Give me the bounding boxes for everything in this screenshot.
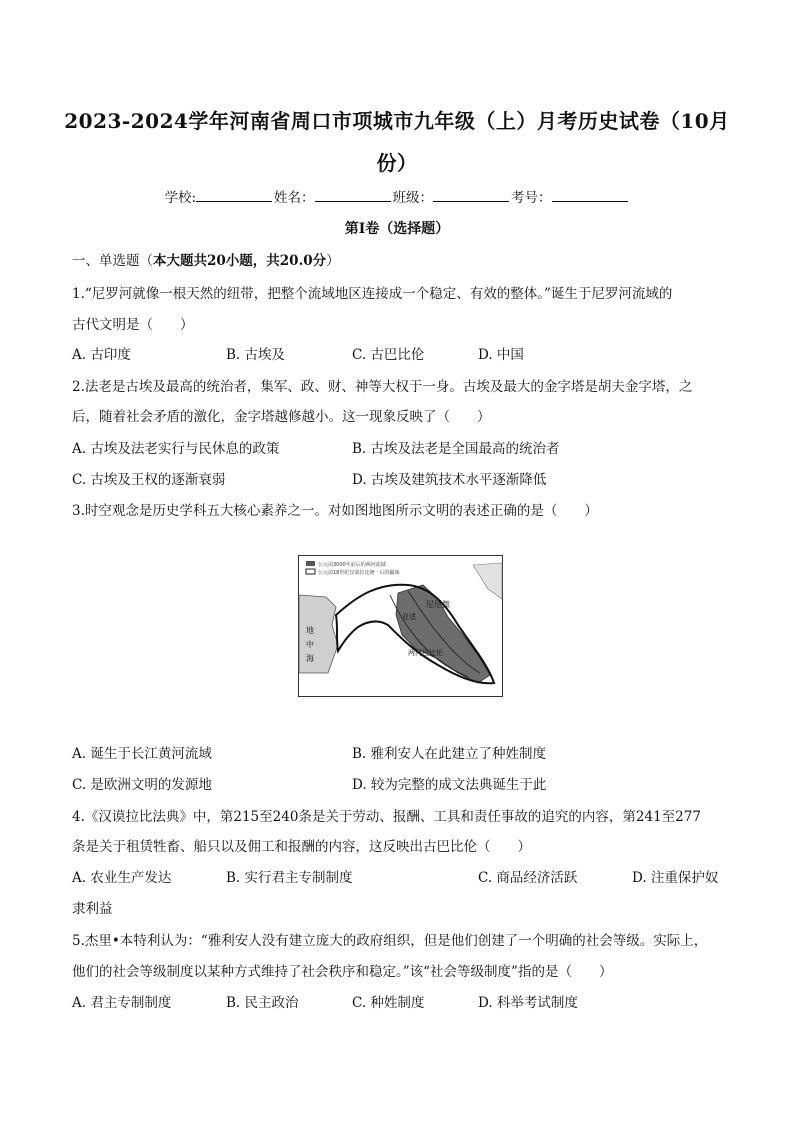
q2-option-c[interactable]: C. 古埃及王权的逐渐衰弱 xyxy=(72,472,226,488)
q4-option-b[interactable]: B. 实行君主专制制度 xyxy=(226,870,353,886)
q5-option-b[interactable]: B. 民主政治 xyxy=(226,995,299,1011)
q3-option-c[interactable]: C. 是欧洲文明的发源地 xyxy=(72,777,212,793)
question-4-line-1: 4.《汉谟拉比法典》中，第215至240条是关于劳动、报酬、工具和责任事故的追究的内容，第241至277 xyxy=(72,809,701,825)
student-info-row xyxy=(0,186,794,206)
mesopotamia-map xyxy=(298,555,503,697)
question-3-line-1: 3.时空观念是历史学科五大核心素养之一。对如图地图所示文明的表述正确的是（ ） xyxy=(72,503,598,519)
q5-option-a[interactable]: A. 君主专制制度 xyxy=(72,995,172,1011)
section-heading xyxy=(72,249,340,269)
q1-option-d[interactable]: D. 中国 xyxy=(478,347,524,363)
map-legend-2: 公元前18世纪汉谟拉比统一后的疆域 xyxy=(318,570,400,576)
q1-option-b[interactable]: B. 古埃及 xyxy=(226,347,286,363)
section-detail: 本大题共20小题，共20.0分 xyxy=(153,253,327,269)
name-blank[interactable] xyxy=(315,189,391,202)
question-2-line-1: 2.法老是古埃及最高的统治者，集军、政、财、神等大权于一身。古埃及最大的金字塔是胡夫金字塔，之 xyxy=(72,379,693,395)
q1-option-a[interactable]: A. 古印度 xyxy=(72,347,131,363)
school-label: 学校: xyxy=(164,190,197,206)
exam-title xyxy=(60,100,734,184)
map-legend-1: 公元前3000年前后的两河流域 xyxy=(318,562,386,568)
name-label: 姓名： xyxy=(274,190,315,206)
map-label-sea-3: 海 xyxy=(306,654,314,663)
class-label: 班级： xyxy=(392,190,434,206)
map-label-sea-2: 中 xyxy=(306,640,314,649)
q2-option-a[interactable]: A. 古埃及法老实行与民休息的政策 xyxy=(72,441,280,457)
q4-option-d-wrap: 隶利益 xyxy=(72,901,113,917)
q4-option-c[interactable]: C. 商品经济活跃 xyxy=(478,870,578,886)
question-2-line-2: 后，随着社会矛盾的激化，金字塔越修越小。这一现象反映了（ ） xyxy=(72,409,491,425)
number-label: 考号： xyxy=(511,190,552,206)
map-label-assur: 亚述 xyxy=(402,613,416,621)
question-5-line-2: 他们的社会等级制度以某种方式维持了社会秩序和稳定。”该“社会等级制度”指的是（ ） xyxy=(72,964,613,980)
question-4-line-2: 条是关于租赁牲畜、船只以及佣工和报酬的内容，这反映出古巴比伦（ ） xyxy=(72,839,531,855)
q1-option-c[interactable]: C. 古巴比伦 xyxy=(352,347,425,363)
part-title: 第I卷（选择题） xyxy=(344,221,450,237)
q3-option-a[interactable]: A. 诞生于长江黄河流域 xyxy=(72,746,212,762)
q5-option-c[interactable]: C. 种姓制度 xyxy=(352,995,425,1011)
question-5-line-1: 5.杰里•本特利认为：“雅利安人没有建立庞大的政府组织，但是他们创建了一个明确的社会等级。实际上， xyxy=(72,933,708,949)
title-line-1: 2023-2024学年河南省周口市项城市九年级（上）月考历史试卷（10月 xyxy=(64,109,730,133)
map-label-babylon: 两河巴比伦 xyxy=(408,649,443,657)
question-1-line-1: 1.“尼罗河就像一根天然的纽带，把整个流域地区连接成一个稳定、有效的整体。”诞生于尼罗河流域的 xyxy=(72,286,673,302)
q3-option-b[interactable]: B. 雅利安人在此建立了种姓制度 xyxy=(352,746,547,762)
map-label-sea-1: 地 xyxy=(306,626,314,635)
title-line-2: 份） xyxy=(376,151,418,175)
map-label-nineveh: 尼尼微 xyxy=(426,600,450,609)
q3-option-d[interactable]: D. 较为完整的成文法典诞生于此 xyxy=(352,777,547,793)
q2-option-d[interactable]: D. 古埃及建筑技术水平逐渐降低 xyxy=(352,472,547,488)
section-prefix: 一、单选题（ xyxy=(72,253,153,269)
section-suffix: ） xyxy=(326,253,340,269)
q2-option-b[interactable]: B. 古埃及法老是全国最高的统治者 xyxy=(352,441,560,457)
school-blank[interactable] xyxy=(196,189,272,202)
q4-option-d[interactable]: D. 注重保护奴 xyxy=(632,870,719,886)
class-blank[interactable] xyxy=(433,189,509,202)
number-blank[interactable] xyxy=(552,189,628,202)
q5-option-d[interactable]: D. 科举考试制度 xyxy=(478,995,578,1011)
q4-option-a[interactable]: A. 农业生产发达 xyxy=(72,870,172,886)
question-1-line-2: 古代文明是（ ） xyxy=(72,317,194,333)
